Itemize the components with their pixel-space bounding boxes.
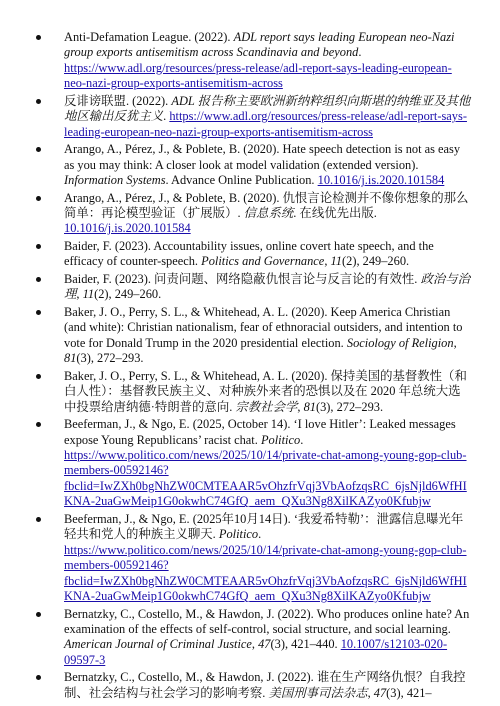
reference-volume: 47 xyxy=(373,685,387,700)
reference-text: Anti-Defamation League. (2022). xyxy=(64,30,234,44)
reference-separator: , xyxy=(251,637,259,652)
reference-item xyxy=(32,607,472,669)
reference-link[interactable]: https://www.politico.com/news/2025/10/14/private-chat-among-young-gop-club-members-00592146?fbclid=IwZXh0bgNhZW0CMTEAAR5vOhzfrVqj3VbAofzqsRC_6jsNjld6WfHIKNA-2uaGwMeip1G0okwhC74GfQ_aem_QXu3Ng8XilKAZyo0Kfubjw xyxy=(64,448,467,509)
reference-title: 政治与治理 xyxy=(64,272,471,302)
reference-separator: . xyxy=(258,527,262,542)
bullet-icon xyxy=(36,147,41,152)
reference-title: Politico xyxy=(218,527,259,542)
reference-volume: 81 xyxy=(64,351,77,366)
reference-title: Politico xyxy=(260,432,301,447)
bullet-icon xyxy=(36,422,41,427)
reference-separator: , xyxy=(367,685,374,700)
reference-item xyxy=(32,142,472,188)
reference-title: ADL 报告称主要欧洲新纳粹组织向斯堪的纳维亚及其他地区输出反犹主义 xyxy=(64,93,471,124)
reference-item xyxy=(32,191,472,237)
bullet-icon xyxy=(36,675,41,680)
reference-title: 宗教社会学 xyxy=(235,399,298,414)
reference-volume: 11 xyxy=(330,254,342,269)
reference-text: 反诽谤联盟. (2022). xyxy=(64,93,172,108)
bullet-icon xyxy=(36,517,41,522)
reference-title: American Journal of Criminal Justice xyxy=(64,637,252,652)
reference-text: Baker, J. O., Perry, S. L., & Whitehead, A. L. (2020). 保持美国的基督教性（和白人性）：基督教民族主义、对种族外来者的恐惧以及在 2020 年总统大选中投票给唐纳德·特朗普的意向. xyxy=(64,368,467,414)
reference-item xyxy=(32,30,472,92)
reference-volume: 81 xyxy=(303,399,316,414)
reference-separator: , xyxy=(297,399,304,414)
reference-text: Bernatzky, C., Costello, M., & Hawdon, J. (2022). 谁在生产网络仇恨？自我控制、社会结构与社会学习的影响考察. xyxy=(64,670,466,700)
reference-text: Beeferman, J., & Ngo, E. (2025, October 14). ‘I love Hitler’: Leaked messages expose Young Republicans’ racist chat. xyxy=(64,417,456,447)
reference-title: Sociology of Religion xyxy=(346,335,454,350)
reference-text: Baker, J. O., Perry, S. L., & Whitehead, A. L. (2020). Keep America Christian (and white): Christian nationalism, fear of ethnoracial outsiders, and intention to vote for Donald Trump in the 2020 presidential election. xyxy=(64,305,463,350)
reference-title: Information Systems xyxy=(64,173,166,188)
reference-title: 美国刑事司法杂志 xyxy=(268,685,368,700)
reference-text: Baider, F. (2023). 问责问题、网络隐蔽仇恨言论与反言论的有效性. xyxy=(64,272,421,287)
reference-text: Arango, A., Pérez, J., & Poblete, B. (2020). 仇恨言论检测并不像你想象的那么简单：再论模型验证（扩展版）. xyxy=(64,190,469,221)
reference-pages: (3), 421–440. xyxy=(270,637,341,652)
reference-pages: (2), 249–260. xyxy=(94,287,162,302)
bullet-icon xyxy=(36,244,41,249)
bullet-icon xyxy=(36,35,41,40)
bullet-icon xyxy=(36,612,41,617)
reference-title: ADL report says leading European neo-Nazi group exports antisemitism across Scandinavia and beyond xyxy=(64,30,455,60)
reference-title: 信息系统 xyxy=(243,206,294,221)
reference-link[interactable]: https://www.adl.org/resources/press-release/adl-report-says-leading-european-neo-nazi-group-exports-antisemitism-across xyxy=(64,60,452,91)
reference-separator: , xyxy=(453,335,457,350)
reference-separator: . xyxy=(358,45,362,60)
reference-item xyxy=(32,272,472,303)
reference-list xyxy=(32,30,472,703)
reference-item xyxy=(32,305,472,367)
reference-pages: (3), 272–293. xyxy=(315,399,384,414)
reference-text: Beeferman, J., & Ngo, E. (2025年10月14日). ‘我爱希特勒’：泄露信息曝光年轻共和党人的种族主义聊天. xyxy=(64,511,464,542)
reference-link[interactable]: 10.1007/s12103-020-09597-3 xyxy=(64,637,448,667)
reference-item xyxy=(32,239,472,270)
reference-link[interactable]: 10.1016/j.is.2020.101584 xyxy=(64,221,191,236)
reference-item xyxy=(32,369,472,415)
reference-pages: (3), 272–293. xyxy=(76,351,144,366)
reference-text: Arango, A., Pérez, J., & Poblete, B. (2020). Hate speech detection is not as easy as you may think: A closer look at model validation (extended version). xyxy=(64,142,461,172)
reference-separator: , xyxy=(324,254,331,269)
reference-link[interactable]: https://www.adl.org/resources/press-release/adl-report-says-leading-european-neo-nazi-group-exports-antisemitism-across xyxy=(64,109,467,139)
reference-separator: . Advance Online Publication. xyxy=(165,173,318,188)
bullet-icon xyxy=(36,196,41,201)
reference-text: Bernatzky, C., Costello, M., & Hawdon, J. (2022). Who produces online hate? An examination of the effects of self-control, social structure, and social learning. xyxy=(64,606,470,636)
reference-separator: , xyxy=(76,287,83,302)
bullet-icon xyxy=(36,99,41,104)
reference-pages: (2), 249–260. xyxy=(342,254,410,269)
reference-item xyxy=(32,94,472,140)
reference-link[interactable]: https://www.politico.com/news/2025/10/14/private-chat-among-young-gop-club-members-00592146?fbclid=IwZXh0bgNhZW0CMTEAAR5vOhzfrVqj3VbAofzqsRC_6jsNjld6WfHIKNA-2uaGwMeip1G0okwhC74GfQ_aem_QXu3Ng8XilKAZyo0Kfubjw xyxy=(64,542,467,603)
reference-pages: (3), 421– xyxy=(386,685,432,700)
reference-text: Baider, F. (2023). Accountability issues, online covert hate speech, and the efficacy of counter-speech. xyxy=(64,239,434,269)
reference-item xyxy=(32,670,472,701)
reference-volume: 47 xyxy=(258,637,271,652)
reference-separator: . xyxy=(300,432,304,447)
reference-title: Politics and Governance xyxy=(201,254,325,269)
bullet-icon xyxy=(36,374,41,379)
reference-link[interactable]: 10.1016/j.is.2020.101584 xyxy=(317,173,445,188)
reference-item xyxy=(32,417,472,509)
reference-item xyxy=(32,512,472,604)
bullet-icon xyxy=(36,310,41,315)
reference-separator: . xyxy=(163,109,170,124)
reference-separator: . 在线优先出版. xyxy=(293,206,377,221)
reference-volume: 11 xyxy=(82,287,95,302)
bullet-icon xyxy=(36,277,41,282)
